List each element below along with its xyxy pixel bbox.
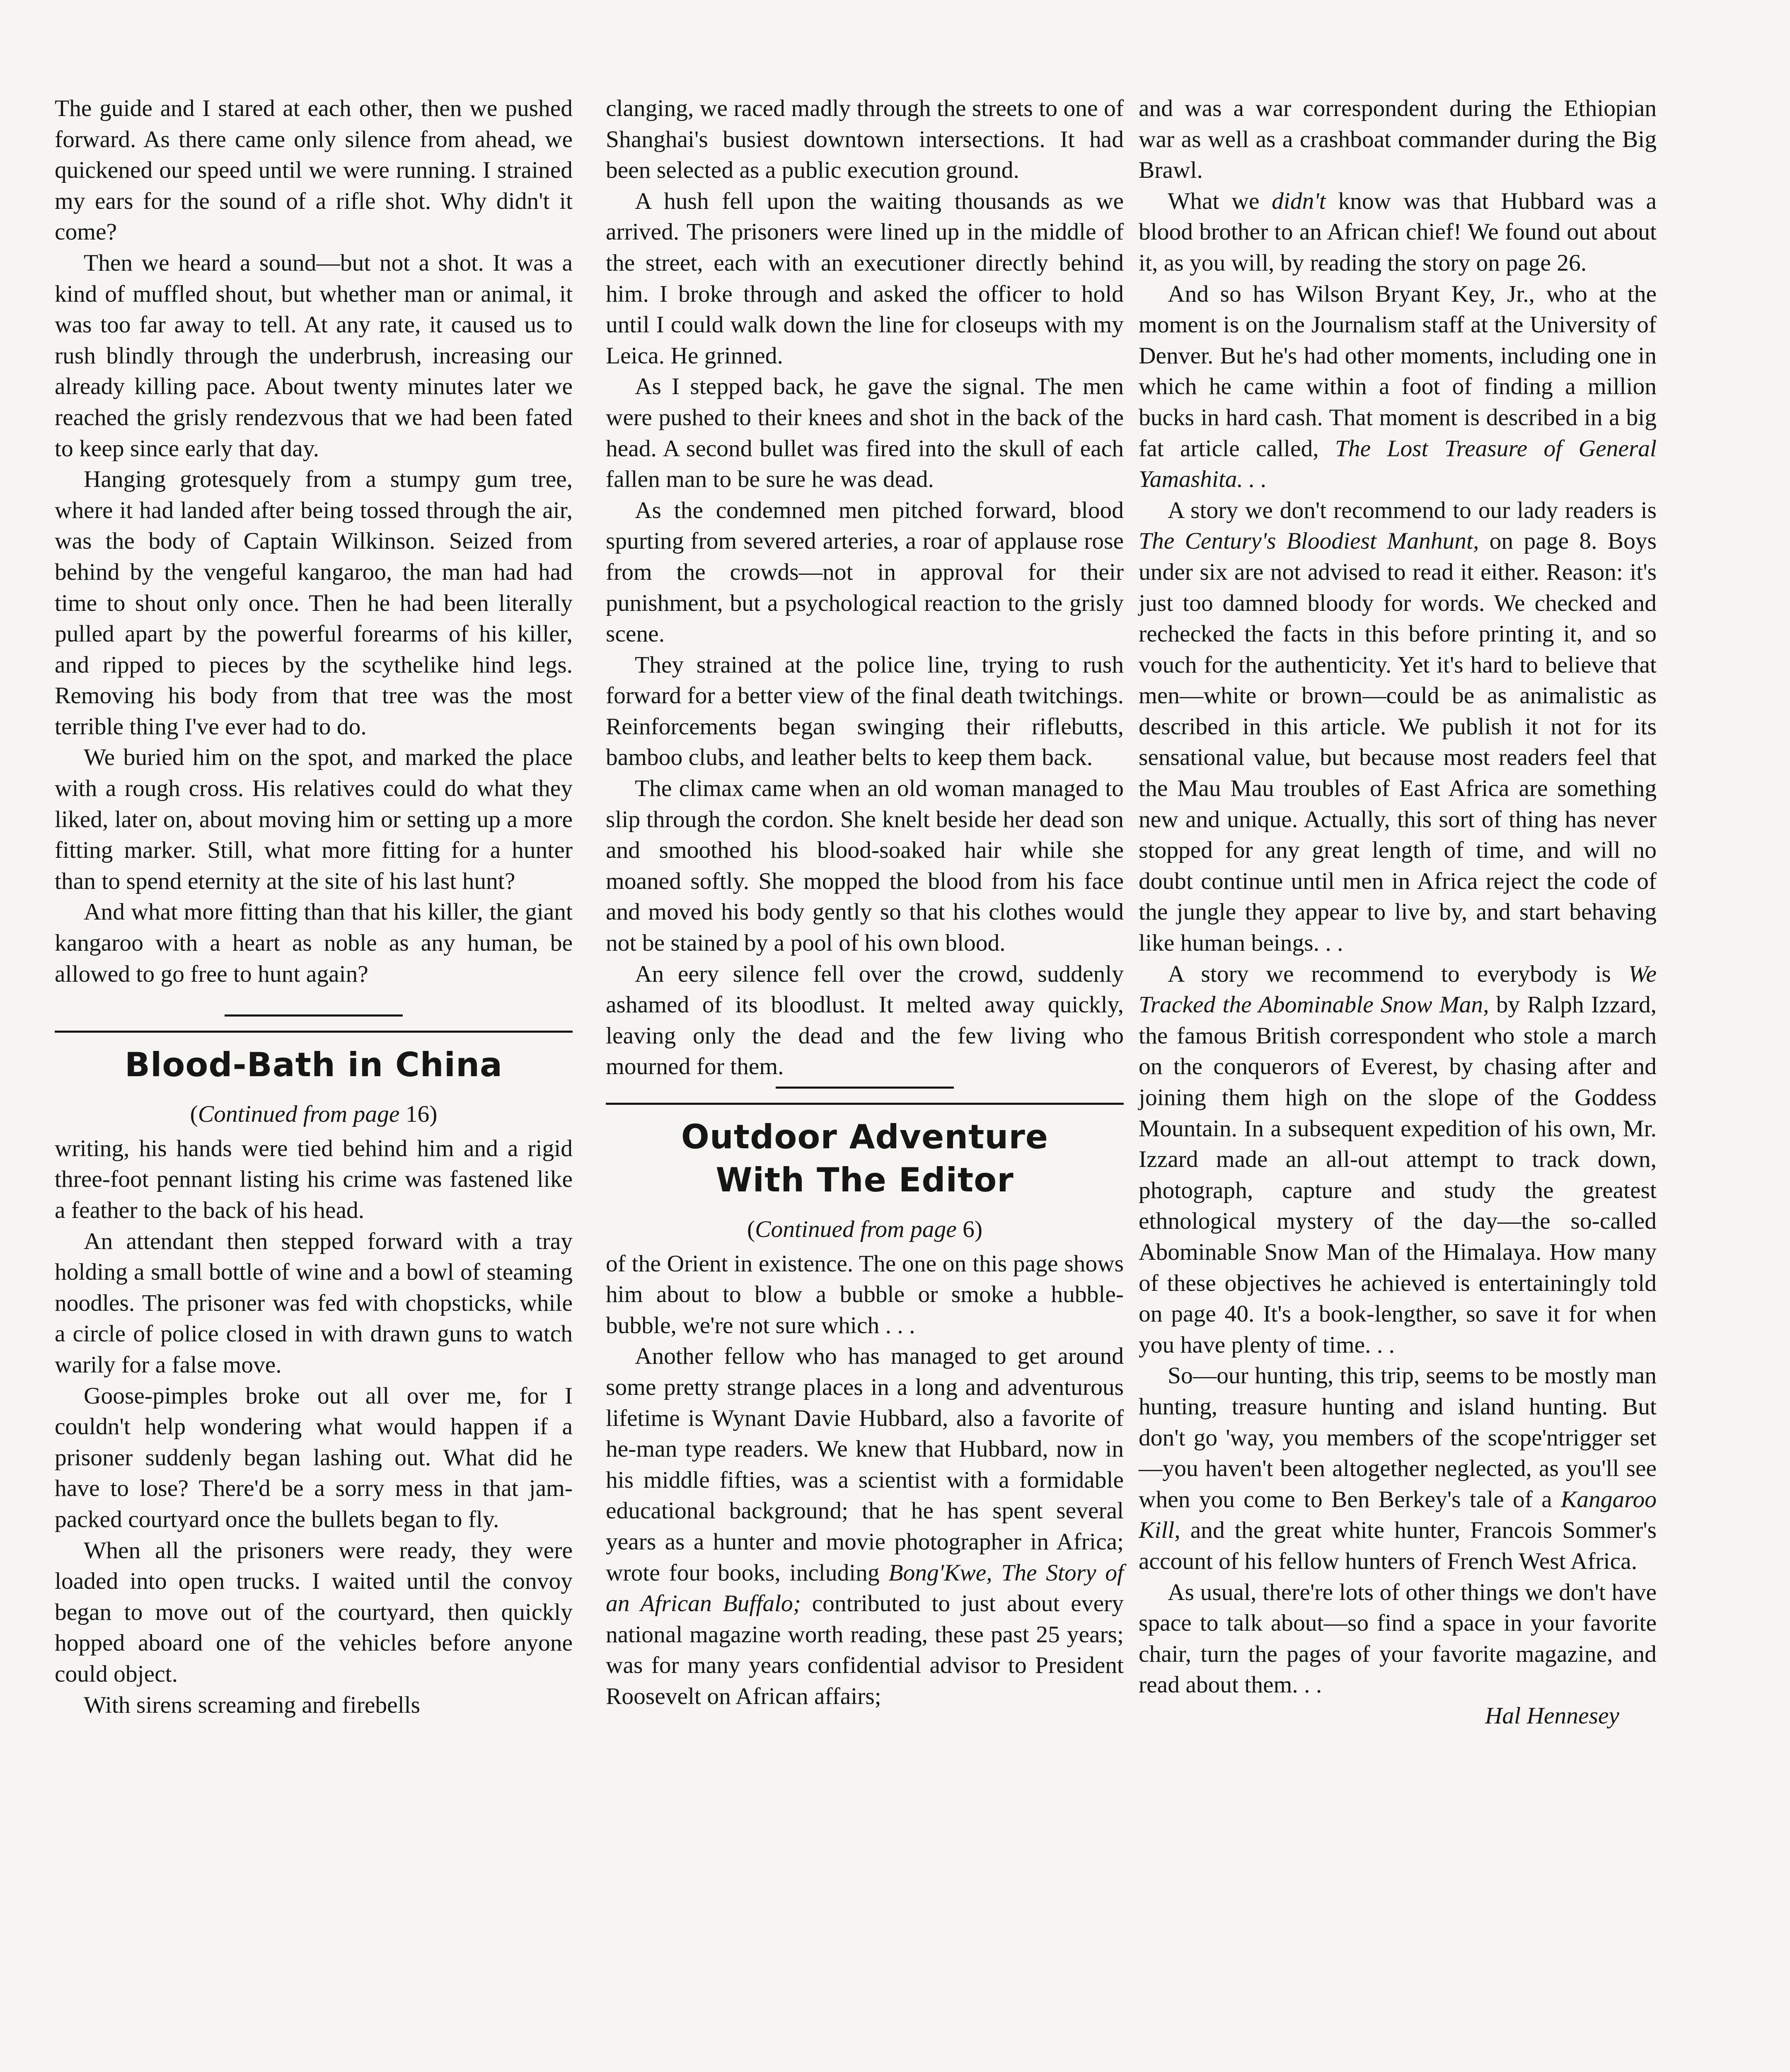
paragraph: The climax came when an old woman managed to slip through the cordon. She knelt beside her dead son and smoothed his blood-soaked hair while she moaned softly. She mopped the blood from his face and moved his body gently so that his clothes would not be stained by a pool of his own blood. (606, 775, 1124, 956)
section-heading: Blood-Bath in China (124, 1046, 503, 1084)
continued-page: 16 (405, 1101, 430, 1128)
emphasis: didn't (1272, 188, 1326, 214)
paragraph-text: on page 8. Boys under six are not advised to read it either. Reason: it's just too damned bloody for words. We checked and rechecked the facts in this before printing it, and so vouch for the authenticity. Yet it's hard to believe that men—white or brown—could be as animalistic as described in this article. We publish it not for its sensational value, but because most readers feel that the Mau Mau troubles of East Africa are something new and unique. Actually, this sort of thing has never stopped for any great length of time, and will no doubt continue until men in Africa reject the code of the jungle they appear to live by, and start behaving like human beings. . . (1139, 528, 1657, 956)
column-3 (1139, 93, 1657, 1731)
paragraph: of the Orient in existence. The one on this page shows him about to blow a bubble or smoke a hubble-bubble, we're not sure which . . . (606, 1250, 1124, 1339)
paragraph: The guide and I stared at each other, then we pushed forward. As there came only silence from ahead, we quickened our speed until we were running. I strained my ears for the sound of a rifle shot. Why didn't it come? (55, 95, 573, 245)
paragraph (606, 1341, 1124, 1712)
paragraph: Goose-pimples broke out all over me, for I couldn't help wondering what would happen if a prisoner suddenly began lashing out. What did he have to lose? There'd be a sorry mess in that jam-packed courtyard once the bullets began to fly. (55, 1382, 573, 1532)
paragraph: As the condemned men pitched forward, blood spurting from severed arteries, a roar of applause rose from the crowds—not in approval for their punishment, but a psychological reaction to the grisly scene. (606, 497, 1124, 647)
paragraph (1139, 959, 1657, 1361)
section-rule (55, 1031, 573, 1033)
continued-note: (Continued from page 6) (747, 1216, 983, 1242)
paragraph: As I stepped back, he gave the signal. The men were pushed to their knees and shot in the back of the head. A second bullet was fired into the skull of each fallen man to be sure he was dead. (606, 373, 1124, 493)
paragraph (1139, 186, 1657, 279)
continued-page: 6 (963, 1216, 975, 1242)
paragraph-text: So—our hunting, this trip, seems to be mostly man hunting, treasure hunting and island hunting. But don't go 'way, you members of the scope'ntrigger set—you haven't been altogether neglected, as you'll see when you come to Ben Berkey's tale of a (1139, 1363, 1657, 1513)
paragraph: Then we heard a sound—but not a shot. It was a kind of muffled shout, but whether man or animal, it was too far away to tell. At any rate, it caused us to rush blindly through the underbrush, increasing our already killing pace. About twenty minutes later we reached the grisly rendezvous that we had been fated to keep since early that day. (55, 249, 573, 462)
paragraph: As usual, there're lots of other things we don't have space to talk about—so find a space in your favorite chair, turn the pages of your favorite magazine, and read about them. . . (1139, 1579, 1657, 1698)
paragraph: An attendant then stepped forward with a tray holding a small bottle of wine and a bowl of steaming noodles. The prisoner was fed with chopsticks, while a circle of police closed in with drawn guns to watch warily for a false move. (55, 1228, 573, 1378)
paragraph-text: by Ralph Izzard, the famous British correspondent who stole a march on the conquerors of Everest, by chasing after and joining them high on the slope of the Goddess Mountain. In a subsequent expedition of his own, Mr. Izzard made an all-out attempt to track down, photograph, capture and study the greatest ethnological mystery of the day—the so-called Abominable Snow Man of the Himalaya. How many of these objectives he achieved is entertainingly told on page 40. It's a book-lengther, so save it for when you have plenty of time. . . (1139, 992, 1657, 1358)
paragraph (1139, 279, 1657, 495)
continued-label: Continued from page (755, 1216, 957, 1242)
paragraph: With sirens screaming and firebells (84, 1692, 421, 1718)
end-rule (776, 1087, 954, 1089)
column-2 (606, 93, 1124, 1712)
heading-line-1: Outdoor Adventure (681, 1118, 1049, 1156)
paragraph-text: know was that Hubbard was a blood brother to an African chief! We found out about it, as you will, by reading the story on page 26. (1139, 188, 1657, 276)
paragraph-text: contributed to just about every national magazine worth reading, these past 25 years; was for many years confidential advisor to President Roosevelt on African affairs; (606, 1590, 1124, 1709)
paragraph: and was a war correspondent during the Ethiopian war as well as a crashboat commander during the Big Brawl. (1139, 95, 1657, 184)
editor-signature: Hal Hennesey (1485, 1702, 1619, 1729)
paragraph-text: Another fellow who has managed to get around some pretty strange places in a long and adventurous lifetime is Wynant Davie Hubbard, also a favorite of he-man type readers. We knew that Hubbard, now in his middle fifties, was a scientist with a formidable educational background; that he has spent several years as a hunter and movie photographer in Africa; wrote four books, including (606, 1343, 1124, 1586)
paragraph: Hanging grotesquely from a stumpy gum tree, where it had landed after being tossed through the air, was the body of Captain Wilkinson. Seized from behind by the vengeful kangaroo, the man had had time to shout only once. Then he had been literally pulled apart by the powerful forearms of his killer, and ripped to pieces by the scythelike hind legs. Removing his body from that tree was the most terrible thing I've ever had to do. (55, 466, 573, 740)
continued-note: (Continued from page 16) (190, 1101, 438, 1128)
paragraph: We buried him on the spot, and marked the place with a rough cross. His relatives could do what they liked, later on, about moving him or setting up a more fitting marker. Still, what more fitting for a hunter than to spend eternity at the site of his last hunt? (55, 744, 573, 894)
heading-line-2: With The Editor (716, 1161, 1014, 1199)
paragraph: When all the prisoners were ready, they were loaded into open trucks. I waited until the convoy began to move out of the courtyard, then quickly hopped aboard one of the vehicles before anyone could object. (55, 1537, 573, 1687)
article-title: The Lost Treasure of General Yamashita. . . (1139, 435, 1657, 493)
article-title: We Tracked the Abominable Snow Man, (1139, 961, 1657, 1018)
paragraph: A hush fell upon the waiting thousands as we arrived. The prisoners were lined up in the middle of the street, each with an executioner directly behind him. I broke through and asked the officer to hold until I could walk down the line for closeups with my Leica. He grinned. (606, 188, 1124, 369)
book-title: Bong'Kwe, The Story of an African Buffalo; (606, 1559, 1124, 1617)
continued-label: Continued from page (198, 1101, 400, 1128)
paragraph: writing, his hands were tied behind him and a rigid three-foot pennant listing his crime was fastened like a feather to the back of his head. (55, 1135, 573, 1223)
section-heading (606, 1116, 1124, 1202)
paragraph-text: And so has Wilson Bryant Key, Jr., who at the moment is on the Journalism staff at the University of Denver. But he's had other moments, including one in which he came within a foot of finding a million bucks in hard cash. That moment is described in a big fat article called, (1139, 281, 1657, 462)
paragraph: clanging, we raced madly through the streets to one of Shanghai's busiest downtown intersections. It had been selected as a public execution ground. (606, 95, 1124, 184)
paragraph: They strained at the police line, trying to rush forward for a better view of the final death twitchings. Reinforcements began swinging their riflebutts, bamboo clubs, and leather belts to keep them back. (606, 651, 1124, 771)
paragraph-text: A story we don't recommend to our lady readers is (1168, 497, 1657, 523)
section-rule (606, 1103, 1124, 1105)
paragraph: An eery silence fell over the crowd, suddenly ashamed of its bloodlust. It melted away quickly, leaving only the dead and the few living who mourned for them. (606, 961, 1124, 1080)
paragraph (1139, 1360, 1657, 1577)
paragraph (1139, 495, 1657, 959)
paragraph: And what more fitting than that his killer, the giant kangaroo with a heart as noble as any human, be allowed to go free to hunt again? (55, 899, 573, 987)
paragraph-text: What we (1168, 188, 1272, 214)
column-1 (55, 93, 573, 1721)
paragraph-text: and the great white hunter, Francois Sommer's account of his fellow hunters of French West Africa. (1139, 1517, 1657, 1574)
article-title: The Century's Bloodiest Manhunt, (1139, 528, 1479, 554)
end-rule (225, 1014, 403, 1017)
paragraph-text: A story we recommend to everybody is (1168, 961, 1628, 987)
article-title: Kangaroo Kill, (1139, 1486, 1657, 1544)
